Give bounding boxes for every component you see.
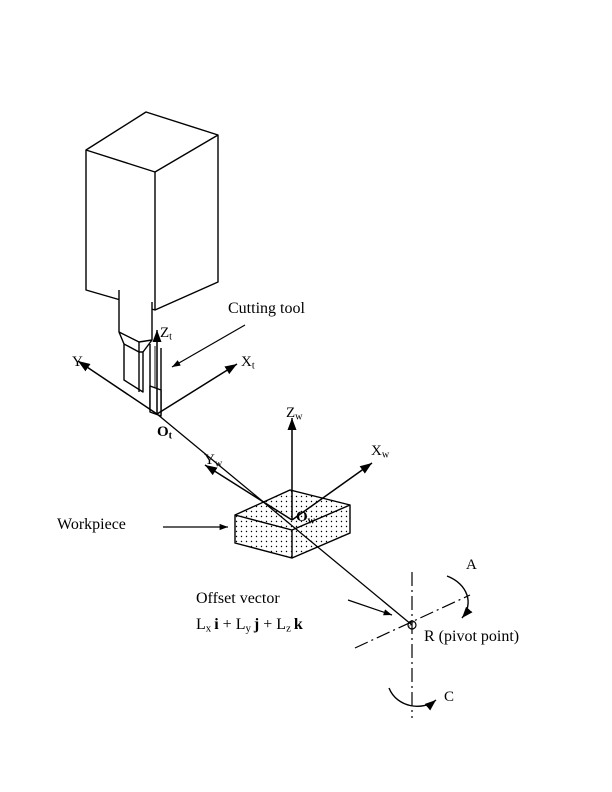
offset-term2-unit: j bbox=[253, 616, 260, 633]
tool-y-axis-sub: t bbox=[82, 360, 86, 372]
workpiece-z-axis-label bbox=[286, 405, 303, 423]
wp-y-axis-text: Y bbox=[204, 452, 215, 468]
tool-frame-axes bbox=[78, 330, 237, 414]
tool-z-axis-text: Z bbox=[160, 325, 170, 341]
wp-z-axis-sub: w bbox=[295, 411, 303, 423]
wp-origin-sub: w bbox=[307, 515, 316, 527]
a-axis-label: A bbox=[466, 557, 477, 573]
wp-z-axis-text: Z bbox=[286, 405, 296, 421]
spindle-head-body bbox=[86, 112, 218, 416]
workpiece-origin-label bbox=[296, 509, 315, 527]
offset-term2-sub: y bbox=[245, 622, 251, 635]
workpiece-x-axis-label bbox=[371, 443, 389, 461]
cutting-tool-leader bbox=[172, 325, 245, 367]
wp-origin-text: O bbox=[296, 509, 308, 525]
tool-y-axis-text: Y bbox=[72, 354, 83, 370]
offset-term1-coef: L bbox=[196, 616, 206, 633]
wp-y-axis-sub: w bbox=[214, 458, 223, 470]
offset-term3-sub: z bbox=[286, 622, 291, 635]
tool-z-axis-sub: t bbox=[169, 331, 173, 343]
offset-term3-coef: L bbox=[276, 616, 287, 633]
wp-x-axis-text: X bbox=[371, 443, 382, 459]
tool-x-axis-sub: t bbox=[251, 360, 255, 372]
offset-vector-label: Offset vector bbox=[196, 590, 280, 607]
tool-origin-label bbox=[157, 424, 172, 442]
tool-z-axis-label bbox=[160, 325, 172, 343]
workpiece-y-axis-label bbox=[204, 452, 222, 470]
offset-vector-equation bbox=[196, 616, 303, 635]
offset-term1-sub: x bbox=[205, 622, 212, 635]
tool-origin-text: O bbox=[157, 424, 169, 440]
offset-term2-coef: L bbox=[235, 616, 246, 633]
tool-x-axis-text: X bbox=[241, 354, 252, 370]
wp-x-axis-sub: w bbox=[381, 449, 390, 461]
workpiece-label: Workpiece bbox=[57, 516, 126, 533]
tool-origin-sub: t bbox=[168, 430, 173, 442]
offset-plus-2: + bbox=[263, 616, 273, 633]
pivot-point-label: R (pivot point) bbox=[424, 628, 520, 645]
offset-plus-1: + bbox=[222, 616, 232, 633]
c-axis-label: C bbox=[444, 689, 455, 705]
workpiece-leader bbox=[163, 522, 228, 527]
tool-x-axis-label bbox=[241, 354, 255, 372]
tool-y-axis-label bbox=[72, 354, 86, 372]
cutting-tool-label: Cutting tool bbox=[228, 300, 305, 317]
offset-term1-unit: i bbox=[214, 616, 219, 633]
offset-term3-unit: k bbox=[293, 616, 303, 633]
